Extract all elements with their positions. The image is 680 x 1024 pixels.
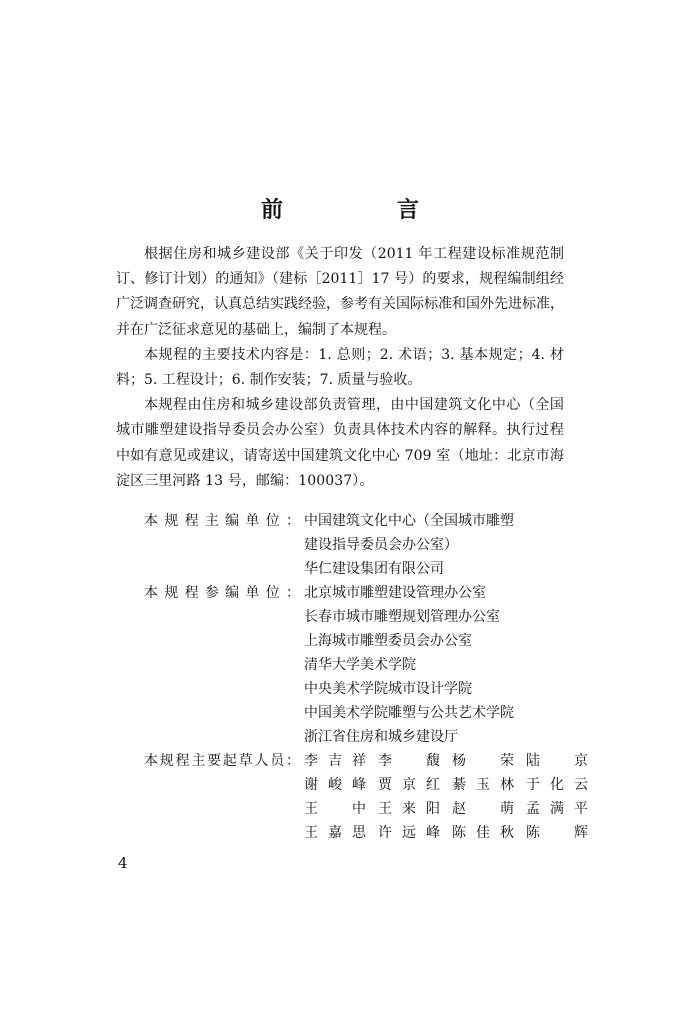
drafters-group: [144, 749, 588, 845]
drafter-name: 王 中: [304, 801, 366, 817]
chief-editor-unit: 华仁建设集团有限公司: [304, 561, 444, 577]
participating-unit: 中央美术学院城市设计学院: [304, 681, 472, 697]
page-number: 4: [118, 854, 128, 872]
participating-units-label: 本规程参编单位：: [144, 585, 300, 601]
drafter-name: 李吉祥: [304, 753, 366, 769]
paragraph-management: 本规程由住房和城乡建设部负责管理，由中国建筑文化中心（全国城市雕塑建设指导委员会办公室）负责具体技术内容的解释。执行过程中如有意见或建议，请寄送中国建筑文化中心 709 室（地址：北京市海淀区三里河路 13 号，邮编：100037）。: [116, 397, 564, 489]
participating-units-list: [304, 581, 564, 749]
participating-unit: 清华大学美术学院: [304, 657, 416, 673]
drafter-name: 孟满平: [526, 801, 588, 817]
drafter-name: 李 馥: [378, 753, 440, 769]
page-title: 前 言: [260, 197, 465, 223]
drafter-name: 杨 荣: [452, 753, 514, 769]
preface-body: [116, 242, 564, 494]
drafters-label: 本规程主要起草人员：: [144, 753, 300, 769]
drafter-name: 陆 京: [526, 753, 588, 769]
chief-editors-group: [144, 509, 564, 581]
drafter-name: 王来阳: [378, 801, 440, 817]
paragraph-contents: 本规程的主要技术内容是：1. 总则；2. 术语；3. 基本规定；4. 材料；5. 工程设计；6. 制作安装；7. 质量与验收。: [116, 346, 564, 389]
drafter-name: 谢峻峰: [304, 777, 366, 793]
drafters-list: [304, 749, 588, 845]
drafter-name: 于化云: [526, 777, 588, 793]
drafter-name: 许远峰: [378, 825, 440, 841]
drafter-name: 王嘉思: [304, 825, 366, 841]
chief-editors-list: [304, 509, 564, 581]
participating-unit: 长春市城市雕塑规划管理办公室: [304, 609, 500, 625]
drafter-name: 贾京红: [378, 777, 440, 793]
chief-editor-unit: 建设指导委员会办公室）: [304, 537, 458, 553]
chief-editors-label: 本规程主编单位：: [144, 513, 300, 529]
drafter-name: 綦玉林: [452, 777, 514, 793]
drafter-name: 陈佳秋: [452, 825, 514, 841]
drafter-name: 陈 辉: [526, 825, 588, 841]
roster: [144, 509, 588, 845]
drafter-name: 赵 萌: [452, 801, 514, 817]
participating-unit: 中国美术学院雕塑与公共艺术学院: [304, 705, 514, 721]
paragraph-basis: 根据住房和城乡建设部《关于印发（2011 年工程建设标准规范制订、修订计划）的通知》（建标［2011］17 号）的要求，规程编制组经广泛调查研究，认真总结实践经验，参考有关国际标准和国外先进标准，并在广泛征求意见的基础上，编制了本规程。: [116, 246, 564, 338]
participating-unit: 浙江省住房和城乡建设厅: [304, 729, 458, 745]
participating-units-group: [144, 581, 564, 749]
participating-unit: 上海城市雕塑委员会办公室: [304, 633, 472, 649]
chief-editor-unit: 中国建筑文化中心（全国城市雕塑: [304, 513, 514, 529]
participating-unit: 北京城市雕塑建设管理办公室: [304, 585, 486, 601]
